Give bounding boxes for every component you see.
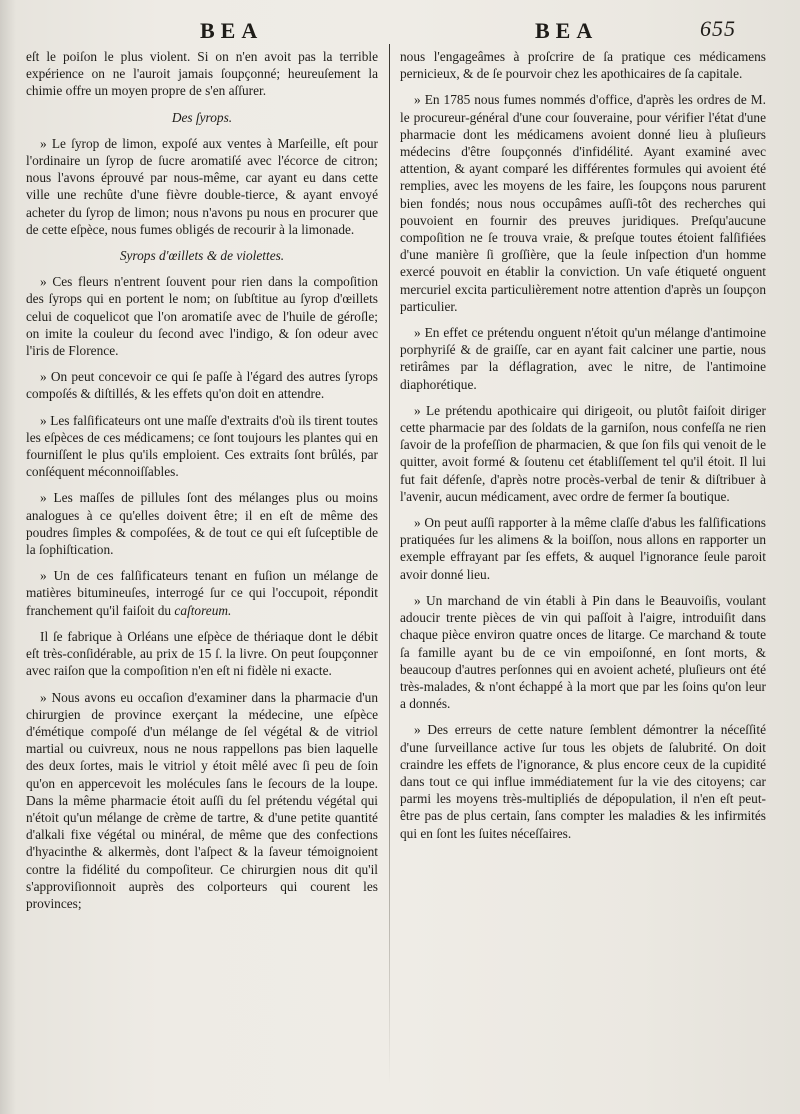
paragraph: Il ſe fabrique à Orléans une eſpèce de thériaque dont le débit eſt très-conſidérable, au prix de 15 ſ. la livre. On peut ſoupçonner avec raiſon que la compoſition n'en eſt ni fidèle ni exacte.	[26, 628, 378, 679]
paragraph: » Le ſyrop de limon, expoſé aux ventes à Marſeille, eſt pour l'ordinaire un ſyrop de ſucre aromatiſé avec l'écorce de citron; nous l'avons éprouvé par nous-même, car ayant eu dans cette ville une rechûte d'une fièvre double-tierce, & ayant envoyé acheter du ſyrop de limon; nous n'avons pu nous en procurer que de cette eſpèce, nous fumes obligés de recourir à la limonade.	[26, 135, 378, 237]
paragraph: » Un marchand de vin établi à Pin dans le Beauvoiſis, voulant adoucir trente pièces de vin qui paſſoit à l'aigre, introduiſit dans chaque pièce environ quatre onces de litarge. Ce marchand & toute ſa famille ayant bu de ce vin empoiſonné, en ſont morts, & beaucoup d'autres perſonnes qui en avoient acheté, pluſieurs ont été très-malades, & n'ont échappé à la mort que par les ſoins qu'on leur a donnés.	[400, 592, 766, 712]
italic-term: caſtoreum.	[174, 602, 232, 618]
paragraph: eſt le poiſon le plus violent. Si on n'en avoit pas la terrible expérience on ne l'auroit jamais ſoupçonné; heureuſement la chimie offre un moyen propre de s'en aſſurer.	[26, 49, 378, 99]
paragraph: » Les maſſes de pillules ſont des mélanges plus ou moins analogues à ce qu'elles doivent être; il en eſt de même des poudres ſimples & compoſées, & de tout ce qui eſt ſuſceptible de la ſophiſtication.	[26, 490, 378, 558]
paragraph: » Les falſificateurs ont une maſſe d'extraits d'où ils tirent toutes les eſpèces de ces médicamens; ce ſont toujours les plantes qui en fourniſſent le plus qu'ils emploient. Ces extraits ſont brûlés, par conſéquent méconnoiſſables.	[26, 412, 378, 480]
paragraph: » On peut concevoir ce qui ſe paſſe à l'égard des autres ſyrops compoſés & diſtillés, & les effets qu'on doit en attendre.	[26, 369, 378, 402]
running-head-left: BEA	[200, 18, 264, 43]
paragraph: » Nous avons eu occaſion d'examiner dans la pharmacie d'un chirurgien de province exerçant la médecine, une eſpèce d'émétique compoſé d'un mélange de ſel végétal & de vitriol martial ou cuivreux, nous ne nous rappellons pas bien laquelle des deux ſortes, mais le vitriol y étoit mêlé avec ſi peu de ſoin qu'on en appercevoit les molécules ſans le ſecours de la loupe. Dans la même pharmacie étoit auſſi du ſel prétendu végétal qui n'étoit qu'un mélange de crème de tartre, & d'une petite quantité d'alkali fixe végétal ou minéral, de même que des confections d'hyacinthe & alkermès, dont l'aſpect & la ſaveur témoignoient contre la fidélité du compoſiteur. Ce chirurgien nous dit qu'il s'approviſionnoit auprès des colporteurs qui courent les provinces;	[26, 689, 378, 911]
paragraph: » On peut auſſi rapporter à la même claſſe d'abus les falſifications pratiquées ſur les alimens & la boiſſon, nous allons en rapporter un exemple effrayant par ſes effets, & auquel l'ignorance ſeule paroit avoir donné lieu.	[400, 515, 766, 582]
paragraph: » En 1785 nous fumes nommés d'office, d'après les ordres de M. le procureur-général d'une cour ſouveraine, pour vérifier l'état d'une pharmacie dont les médicamens avoient donné lieu à pluſieurs médecins d'être ſoupçonnés d'infidélité. Ayant examiné avec attention, & ayant comparé les différentes formules qui avoient été remplies, avec les moyens de les faire, les ſoupçons nous parurent bien fondés; nous nous occupâmes auſſi-tôt des recherches qui pouvoient en fournir des preuves juridiques. Preſqu'aucune compoſition ne ſe trouva vraie, & preſque toutes étoient falſifiées d'une manière ſi groſſière, que la ſeule inſpection d'un homme exercé pouvoit en établir la conviction. Un vaſe étiqueté onguent mercuriel excita particulièrement notre attention d'après un ſoupçon particulier.	[400, 92, 766, 314]
section-heading: Des ſyrops.	[171, 109, 233, 125]
left-column	[26, 48, 378, 921]
right-column	[400, 48, 766, 851]
section-heading: Syrops d'œillets & de violettes.	[119, 248, 285, 264]
paragraph: nous l'engageâmes à proſcrire de ſa pratique ces médicamens pernicieux, & de ſe pourvoir chez les apothicaires de ſa capitale.	[400, 49, 766, 82]
page-number: 655	[700, 16, 736, 41]
paragraph	[26, 567, 378, 619]
page-header	[0, 14, 800, 44]
column-divider	[389, 44, 390, 1084]
paragraph: » En effet ce prétendu onguent n'étoit qu'un mélange d'antimoine porphyriſé & de graiſſe, car en ayant fait calciner une partie, nous retirâmes par la déflagration, avec le nitre, de l'antimoine diaphorétique.	[400, 325, 766, 392]
paragraph: » Le prétendu apothicaire qui dirigeoit, ou plutôt faiſoit diriger cette pharmacie par des ſoldats de la garniſon, nous confeſſa ne rien ſavoir de la profeſſion de pharmacien, & que ſon fils qui venoit de le quitter, avoit formé & ſoutenu cet établiſſement tel qu'il étoit. Il lui fut fait défenſe, d'après notre procès-verbal de tenir & diſtribuer à l'avenir, aucun médicament, avec ordre de fermer ſa boutique.	[400, 402, 766, 504]
paragraph: » Ces fleurs n'entrent ſouvent pour rien dans la compoſition des ſyrops qui en portent le nom; on ſubſtitue au ſyrop d'œillets celui de coquelicot que l'on aromatiſe avec de l'huile de géroſle; on imite la couleur du ſecond avec l'indigo, & ſon odeur avec l'iris de Florence.	[26, 274, 378, 359]
paragraph-text: » Un de ces falſificateurs tenant en fuſion un mélange de matières bitumineuſes, interrogé ſur ce qui l'occupoit, répondit franchement qu'il faiſoit du	[26, 568, 378, 618]
gutter-shadow	[0, 0, 16, 1114]
running-head-right: BEA	[535, 18, 599, 43]
paragraph: » Des erreurs de cette nature ſemblent démontrer la néceſſité d'une ſurveillance active ſur tous les objets de ſalubrité. On doit craindre les effets de l'ignorance, & plus encore ceux de la cupidité dans tout ce qui influe immédiatement ſur la vie des citoyens; car parmi les moyens très-multipliés de dépopulation, il n'en eſt peut-être pas de plus certain, ſans compter les maladies & les infirmités qui en ſont les ſuites néceſſaires.	[400, 722, 766, 841]
